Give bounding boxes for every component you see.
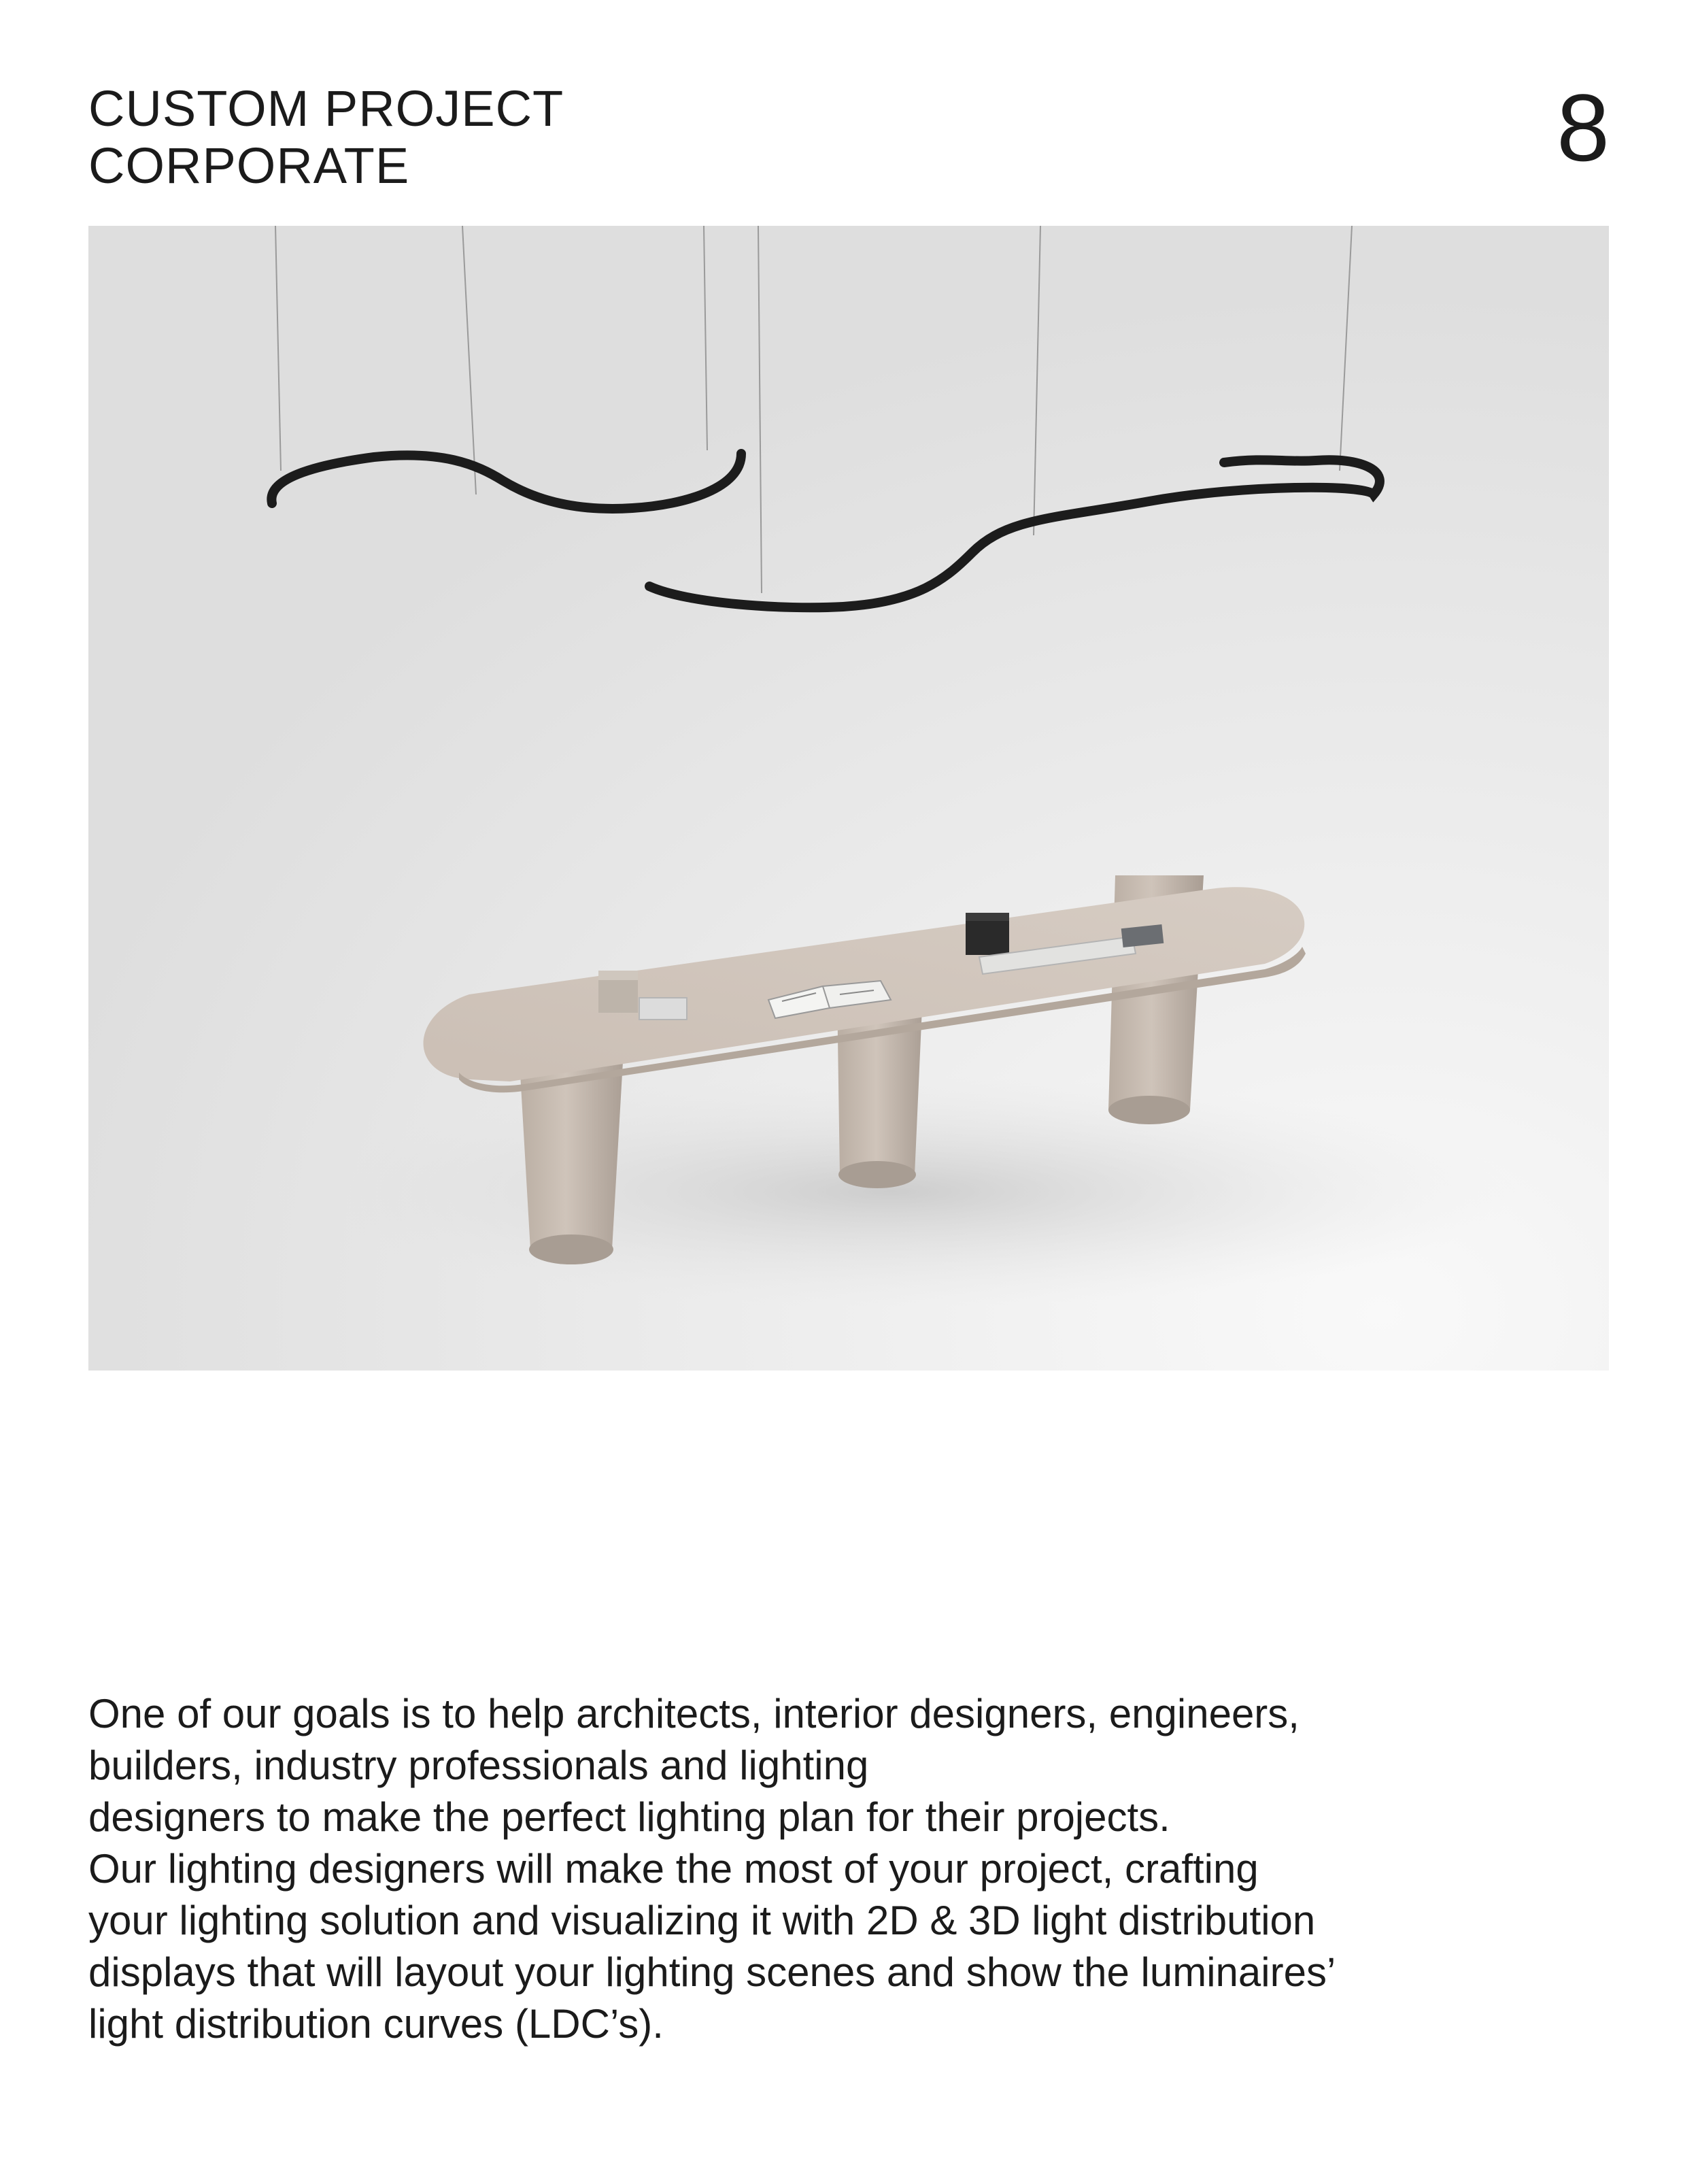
page-number: 8 [1557,74,1610,181]
body-line: displays that will layout your lighting scenes and show the luminaires’ [88,1949,1336,1995]
page-title-line-2: CORPORATE [88,137,410,194]
hero-image [88,226,1609,1371]
page-title-line-1: CUSTOM PROJECT [88,80,564,137]
hero-illustration [88,226,1609,1371]
glass-tray [639,998,687,1020]
page-title [88,80,564,195]
body-line: light distribution curves (LDC’s). [88,2001,664,2047]
body-line: your lighting solution and visualizing it with 2D & 3D light distribution [88,1898,1316,1943]
body-paragraph [88,1688,1516,2050]
body-line: builders, industry professionals and lighting [88,1743,869,1788]
body-line: One of our goals is to help architects, interior designers, engineers, [88,1691,1300,1736]
body-line: Our lighting designers will make the most of your project, crafting [88,1846,1259,1892]
body-line: designers to make the perfect lighting plan for their projects. [88,1794,1170,1840]
